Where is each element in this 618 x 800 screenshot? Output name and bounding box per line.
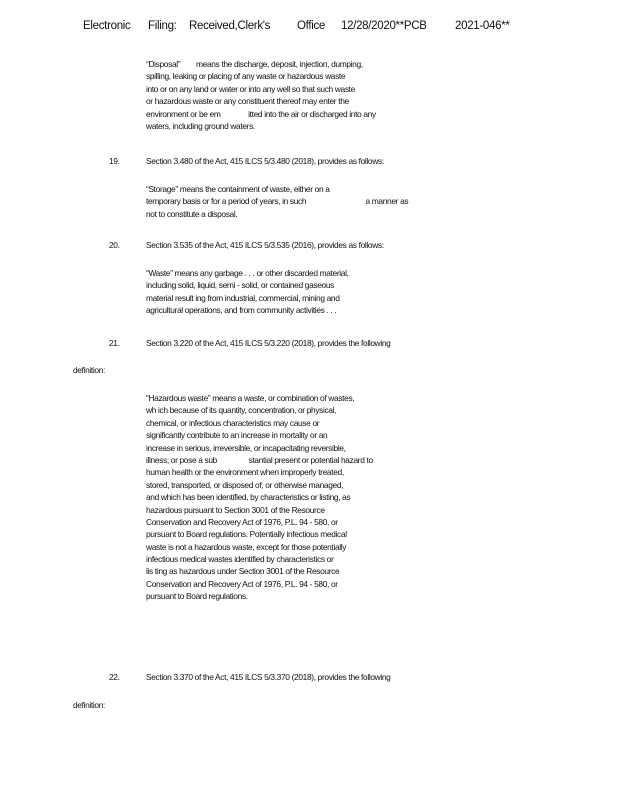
hazardous-line: “Hazardous waste” means a waste, or combination of wastes,: [146, 393, 355, 403]
disposal-definition: [146, 58, 470, 132]
hazardous-line: human health or the environment when improperly treated,: [146, 467, 344, 478]
section-3-480-heading: Section 3.480 of the Act, 415 ILCS 5/3.480 (2018), provides as follows:: [146, 156, 384, 166]
header-electronic: Electronic: [83, 20, 131, 32]
section-3-535-heading: Section 3.535 of the Act, 415 ILCS 5/3.535 (2016), provides as follows:: [146, 240, 384, 250]
hazardous-line: pursuant to Board regulations.: [146, 591, 248, 602]
waste-line: “Waste” means any garbage . . . or other discarded material,: [146, 268, 349, 278]
hazardous-justified-line: wh ich because of its quantity, concentration, or physical,: [146, 405, 337, 416]
filing-stamp-header: [0, 20, 618, 36]
item-number-21: 21.: [109, 338, 120, 348]
header-case-number: 2021-046**: [455, 20, 510, 32]
hazardous-justified-line: hazardous pursuant to Section 3001 of the Resource: [146, 504, 325, 515]
header-date: 12/28/2020**PCB: [341, 20, 427, 32]
item-number-20: 20.: [109, 240, 120, 250]
hazardous-justified-line: infectious medical wastes identified by characteristics or: [146, 554, 334, 565]
storage-line: not to constitute a disposal.: [146, 208, 238, 219]
waste-justified-line: including solid, liquid, semi - solid, or contained gaseous: [146, 280, 334, 291]
hazardous-line: illness; or pose a sub stantial present or potential hazard to: [146, 454, 373, 465]
storage-justified-line: “Storage” means the containment of waste, either on a: [146, 184, 330, 194]
hazardous-justified-line: Conservation and Recovery Act of 1976, P.L. 94 - 580, or: [146, 516, 338, 527]
disposal-line: environment or be em itted into the air or discharged into any: [146, 108, 376, 119]
hazardous-line: and which has been identified, by characteristics or listing, as: [146, 492, 351, 503]
disposal-line: “Disposal” means the discharge, deposit, injection, dumping,: [146, 59, 363, 69]
hazardous-justified-line: Conservation and Recovery Act of 1976, P.L. 94 - 580, or: [146, 578, 338, 589]
definition-label: definition:: [73, 365, 106, 375]
section-3-220-heading: Section 3.220 of the Act, 415 ILCS 5/3.220 (2018), provides the following: [146, 338, 391, 348]
storage-definition: [146, 183, 470, 220]
waste-line: agricultural operations, and from community activities . . .: [146, 305, 337, 316]
hazardous-line: pursuant to Board regulations. Potentially infectious medical: [146, 529, 347, 540]
hazardous-line: waste is not a hazardous waste, except for those potentially: [146, 541, 347, 552]
disposal-line: into or on any land or water or into any well so that such waste: [146, 83, 355, 94]
disposal-line: or hazardous waste or any constituent thereof may enter the: [146, 96, 349, 107]
disposal-line: spilling, leaking or placing of any waste or hazardous waste: [146, 71, 346, 82]
hazardous-justified-line: lis ting as hazardous under Section 3001 of the Resource: [146, 566, 340, 577]
hazardous-waste-definition: [146, 392, 470, 603]
waste-justified-line: material result ing from industrial, commercial, mining and: [146, 292, 340, 303]
item-number-19: 19.: [109, 156, 120, 166]
header-office: Office: [297, 20, 326, 32]
header-filing: Filing:: [148, 20, 177, 32]
hazardous-line: stored, transported, or disposed of, or otherwise managed,: [146, 479, 344, 490]
waste-definition: [146, 267, 470, 317]
item-number-22: 22.: [109, 672, 120, 682]
hazardous-line: increase in serious, irreversible, or incapacitating reversible,: [146, 442, 346, 453]
disposal-line: waters, including ground waters.: [146, 120, 255, 131]
storage-line: temporary basis or for a period of years, in such a manner as: [146, 196, 409, 207]
header-received: Received,Clerk's: [189, 20, 271, 32]
definition-label: definition:: [73, 700, 106, 710]
hazardous-justified-line: chemical, or infectious characteristics may cause or: [146, 417, 320, 428]
hazardous-justified-line: significantly contribute to an increase in mortality or an: [146, 430, 328, 441]
section-3-370-heading: Section 3.370 of the Act, 415 ILCS 5/3.370 (2018), provides the following: [146, 672, 391, 682]
